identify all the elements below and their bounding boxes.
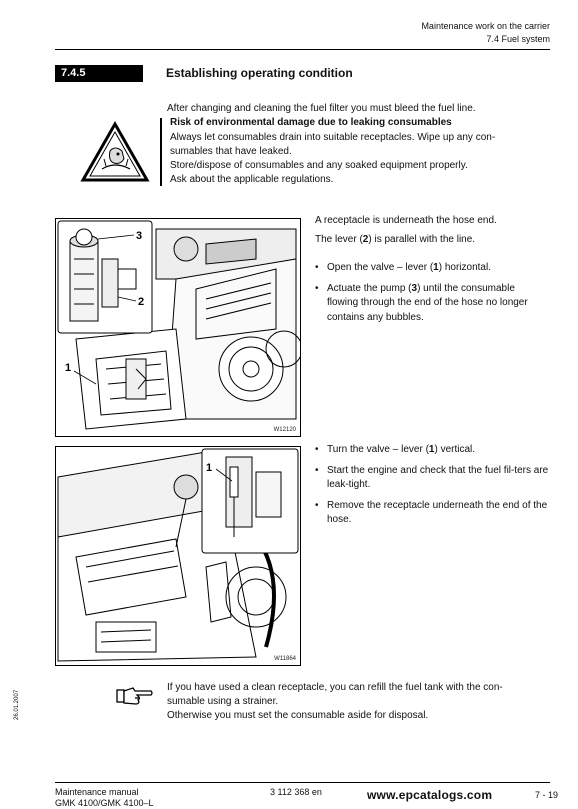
step-item: • Turn the valve – lever (1) vertical. (315, 443, 550, 458)
callout-1: 1 (206, 462, 213, 474)
crane-carrier-illustration (56, 219, 300, 436)
footer-manual: Maintenance manual (55, 787, 139, 797)
warning-title: Risk of environmental damage due to leaking consumables (170, 117, 452, 128)
warning-bar (160, 118, 162, 186)
environment-warning-icon (80, 121, 150, 183)
header-chapter: Maintenance work on the carrier (421, 21, 550, 31)
figure-code: W11864 (274, 656, 296, 662)
step-item: • Remove the receptacle underneath the end of the hose. (315, 499, 550, 528)
footer-docnum: 3 112 368 en (270, 787, 322, 797)
figure2-steps (315, 443, 550, 534)
header-section: 7.4 Fuel system (486, 34, 550, 44)
crane-cab-illustration (56, 447, 300, 665)
step-item: • Start the engine and check that the fuel fil-ters are leak-tight. (315, 464, 550, 493)
warning-line: sumables that have leaked. (170, 146, 292, 157)
section-number: 7.4.5 (55, 65, 143, 82)
step-item: • Open the valve – lever (1) horizontal. (315, 261, 547, 276)
figure1-text: A receptacle is underneath the hose end. (315, 215, 497, 226)
side-date: 26.01.2007 (14, 689, 20, 720)
callout-2: 2 (138, 296, 145, 308)
page-number: 7 - 19 (535, 790, 559, 800)
figure-valve-lever (55, 446, 301, 666)
figure-code: W12120 (273, 427, 296, 433)
note-line: If you have used a clean receptacle, you can refill the fuel tank with the con- (167, 682, 503, 693)
figure1-lever-text: The lever (2) is parallel with the line. (315, 234, 476, 245)
note-line: sumable using a strainer. (167, 696, 279, 707)
callout-1: 1 (65, 362, 72, 374)
callout-3: 3 (136, 230, 143, 242)
pointing-hand-icon (115, 684, 155, 706)
warning-line: Always let consumables drain into suitable receptacles. Wipe up any con- (170, 132, 496, 143)
note-line: Otherwise you must set the consumable aside for disposal. (167, 710, 429, 721)
intro-text: After changing and cleaning the fuel filter you must bleed the fuel line. (167, 103, 476, 114)
figure-fuel-filter (55, 218, 301, 437)
footer-rule (55, 782, 550, 783)
step-item: • Actuate the pump (3) until the consumable flowing through the end of the hose no longer contains any bubbles. (315, 282, 547, 326)
watermark: www.epcatalogs.com (367, 788, 493, 802)
footer-model: GMK 4100/GMK 4100–L (55, 798, 154, 808)
header-rule (55, 49, 550, 50)
warning-line: Ask about the applicable regulations. (170, 174, 334, 185)
warning-line: Store/dispose of consumables and any soaked equipment properly. (170, 160, 468, 171)
figure1-steps (315, 261, 547, 331)
section-title: Establishing operating condition (166, 66, 353, 80)
